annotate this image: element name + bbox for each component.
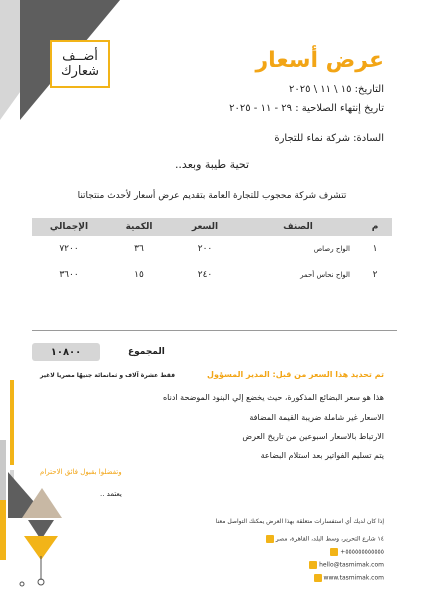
note-3: الارتباط بالاسعار اسبوعين من تاريخ العرض — [242, 432, 384, 441]
cell-index: ١ — [372, 244, 378, 254]
website-text[interactable]: www.tasmimak.com — [323, 574, 384, 582]
cell-item: الواح رصاص — [313, 245, 350, 253]
cell-index: ٢ — [372, 270, 378, 280]
cell-qty: ١٥ — [134, 270, 144, 280]
col-header-qty: الكمية — [106, 218, 172, 236]
col-header-item: الصنف — [238, 218, 358, 236]
amount-in-words: فقط عشرة آلاف و ثمانمائة جنيهًا مصريا لاغير — [40, 372, 175, 379]
note-1: هذا هو سعر البضائع المذكورة، حيث يخضع إلي البنود الموضحة ادناه — [162, 393, 384, 402]
total-label: المجموع — [128, 347, 165, 357]
validity-date: تاريخ إنتهاء الصلاحية : ٢٩ - ١١ - ٢٠٢٥ — [229, 103, 384, 114]
phone-text: ٥٥٥٥٥٥٥٥٥٥٥٥+ — [340, 548, 384, 556]
quote-date: التاريخ: ١٥ \ ١١ \ ٢٠٢٥ — [289, 84, 384, 95]
logo-placeholder[interactable] — [50, 40, 110, 88]
email-text[interactable]: hello@tasmimak.com — [319, 561, 384, 569]
col-header-index: م — [358, 218, 392, 236]
location-icon — [266, 535, 274, 543]
price-setter: تم تحديد هذا السعر من قبل: المدير المسؤول — [207, 370, 384, 379]
logo-line-1: أضــف — [62, 49, 98, 64]
signature: يعتمد .. — [100, 490, 122, 498]
table-row — [32, 262, 392, 288]
col-header-price: السعر — [172, 218, 238, 236]
cell-total: ٣٦٠٠ — [59, 270, 79, 280]
divider — [32, 330, 397, 331]
address-text: ١٤ شارع التحرير، وسط البلد، القاهرة، مصر — [275, 535, 384, 543]
cell-price: ٢٠٠ — [197, 244, 213, 254]
email-icon — [309, 561, 317, 569]
phone-icon — [330, 548, 338, 556]
cell-qty: ٣٦ — [134, 244, 144, 254]
side-geometric-decoration — [0, 380, 80, 590]
closing-text: وتفضلوا بقبول فائق الاحترام — [40, 468, 122, 476]
col-header-total: الإجمالي — [32, 218, 106, 236]
table-row — [32, 236, 392, 262]
greeting: تحية طيبة وبعد.. — [174, 158, 250, 171]
document-title: عرض أسعار — [255, 48, 384, 73]
note-4: يتم تسليم الفواتير بعد استلام البضاعة — [260, 451, 384, 460]
footer-note: إذا كان لديك أي استفسارات متعلقة بهذا العرض يمكنك التواصل معنا — [215, 518, 384, 525]
globe-icon — [314, 574, 322, 582]
recipient: السادة: شركة نماء للتجارة — [274, 133, 384, 144]
items-table — [32, 218, 392, 288]
intro-text: تتشرف شركة محجوب للتجارة العامة بتقديم عرض أسعار لأحدث منتجاتنا — [77, 191, 347, 201]
table-header-row — [32, 218, 392, 236]
cell-item: الواح نحاس أحمر — [300, 271, 350, 279]
logo-line-2: شعارك — [60, 64, 100, 79]
note-2: الاسعار غير شاملة ضريبة القيمة المضافة — [249, 413, 384, 422]
total-value: ١٠٨٠٠ — [32, 343, 100, 361]
cell-price: ٢٤٠ — [197, 270, 213, 280]
cell-total: ٧٢٠٠ — [59, 244, 79, 254]
